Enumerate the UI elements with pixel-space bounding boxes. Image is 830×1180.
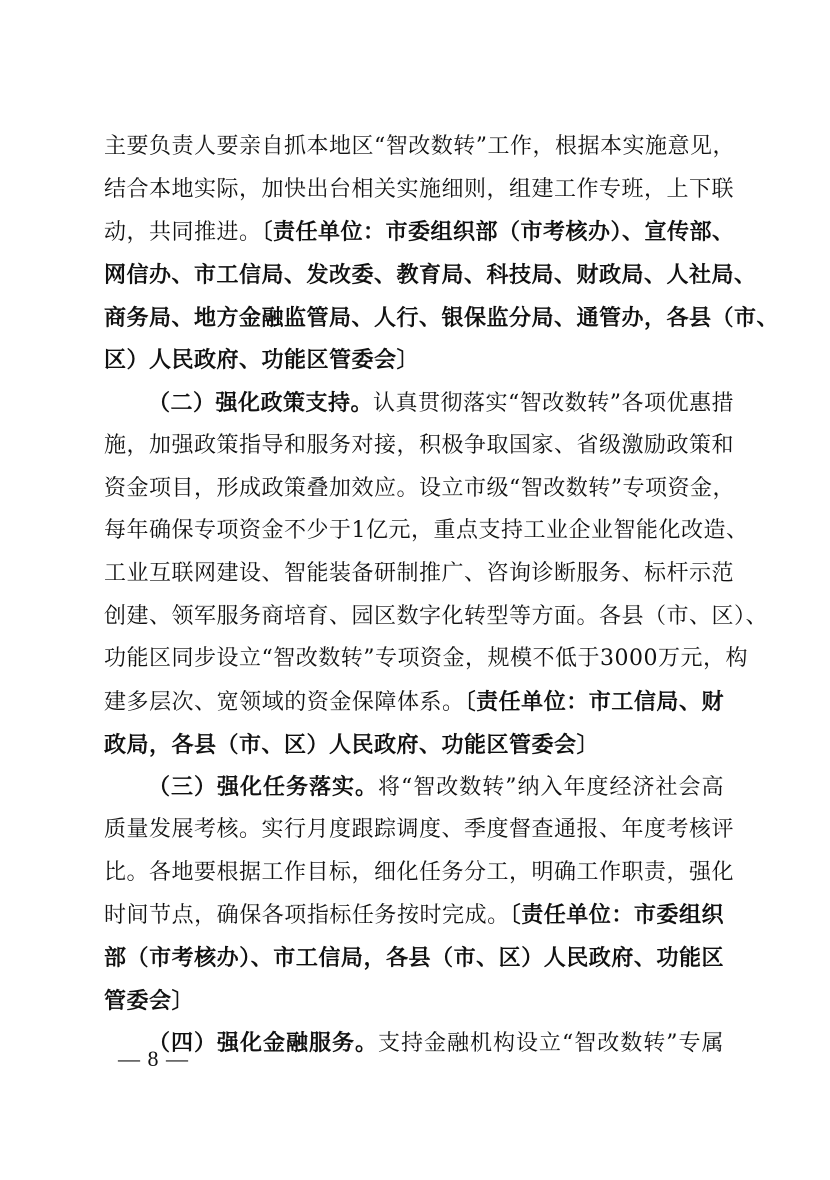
responsibility-note: 〔责任单位：市工信局、财 (464, 688, 724, 715)
text-run: 支持金融机构设立“智改数转”专属 (378, 1031, 724, 1057)
document-body (104, 126, 780, 1065)
responsibility-note: 〔责任单位：市委组织 (509, 902, 724, 929)
text-run: 动，共同推进。 (104, 220, 262, 246)
text-run: 建多层次、宽领域的资金保障体系。 (104, 689, 465, 715)
text-line: 结合本地实际，加快出台相关实施细则，组建工作专班，上下联 (104, 176, 735, 202)
text-line: 资金项目，形成政策叠加效应。设立市级“智改数转”专项资金， (104, 475, 735, 501)
responsibility-note: 区）人民政府、功能区管委会〕 (104, 347, 420, 374)
responsibility-note: 管委会〕 (104, 987, 195, 1014)
responsibility-note: 政局，各县（市、区）人民政府、功能区管委会〕 (104, 731, 600, 758)
responsibility-note: 部（市考核办）、市工信局，各县（市、区）人民政府、功能区 (104, 945, 724, 972)
text-line (104, 1022, 724, 1065)
section-heading: （二）强化政策支持。 (148, 390, 374, 417)
text-line: 功能区同步设立“智改数转”专项资金，规模不低于3000万元，构 (104, 646, 748, 672)
text-line (104, 681, 724, 724)
text-line (104, 382, 735, 425)
responsibility-note: 商务局、地方金融监管局、人行、银保监分局、通管办，各县（市、 (104, 304, 780, 331)
responsibility-note: 网信办、市工信局、发改委、教育局、科技局、财政局、人社局、 (104, 262, 757, 289)
text-line: 比。各地要根据工作目标，细化任务分工，明确工作职责，强化 (104, 859, 735, 885)
text-line (104, 211, 735, 254)
text-line: 工业互联网建设、智能装备研制推广、咨询诊断服务、标杆示范 (104, 560, 735, 586)
text-line (104, 894, 724, 937)
responsibility-note: 〔责任单位：市委组织部（市考核办）、宣传部、 (261, 219, 735, 246)
page-number: — 8 — (118, 1046, 189, 1071)
section-heading: （四）强化金融服务。 (148, 1030, 378, 1057)
text-line: 创建、领军服务商培育、园区数字化转型等方面。各县（市、区）、 (104, 603, 769, 629)
text-line (104, 766, 724, 809)
text-run: 时间节点，确保各项指标任务按时完成。 (104, 903, 510, 929)
text-run: 认真贯彻落实“智改数转”各项优惠措 (373, 391, 735, 417)
text-run: 将“智改数转”纳入年度经济社会高 (378, 775, 724, 801)
text-line: 主要负责人要亲自抓本地区“智改数转”工作，根据本实施意见， (104, 134, 735, 159)
text-line: 每年确保专项资金不少于1亿元，重点支持工业企业智能化改造、 (104, 518, 749, 544)
text-line: 质量发展考核。实行月度跟踪调度、季度督查通报、年度考核评 (104, 817, 735, 842)
text-line: 施，加强政策指导和服务对接，积极争取国家、省级激励政策和 (104, 432, 735, 458)
section-heading: （三）强化任务落实。 (148, 774, 378, 801)
